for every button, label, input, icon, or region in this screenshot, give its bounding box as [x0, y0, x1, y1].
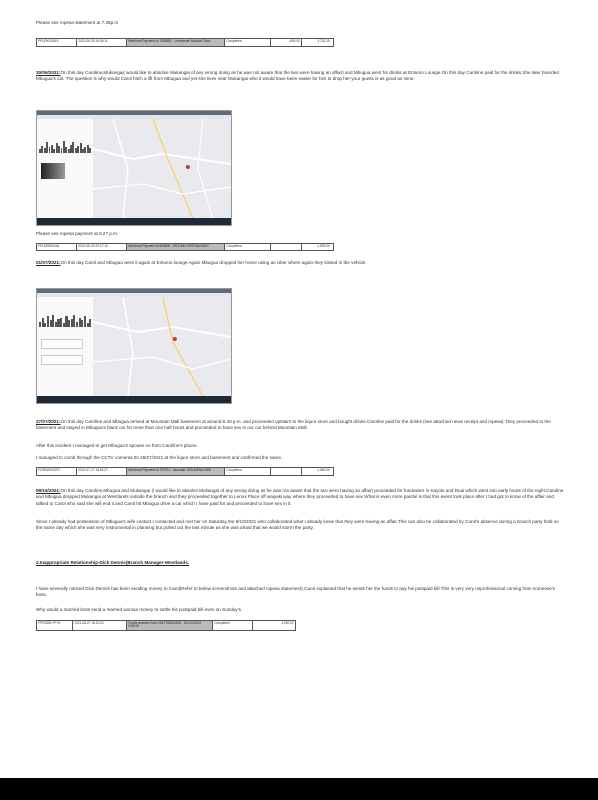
activity-bar-chart [39, 315, 91, 327]
activity-bar-chart [39, 141, 91, 153]
paragraph-text: On this day Caroline and Mbugua arrived at Mountain Mall basement at around 6.40 p.m. and proceeded upstairs to the liquor store and bought drinks.Caroline paid for the drinks (see attached news receipt and mpesa).They proceeded to the basement and stayed in Mbugua's black car for more than one half hours and proceeded to have sex in our car behind Mountain Mall. [36, 419, 551, 431]
table-cell-description: Merchant Payment to 707071 - mountain WOLWENA MINI [127, 468, 225, 475]
paragraph-text: On this day Carol and Mbugua were it again at Entumo lounge Again Mbugua dropped her home using an Uber where again they kissed in the vehicle. [60, 260, 367, 265]
mpesa-table-2 [36, 243, 334, 251]
paragraph-27-07-2021 [36, 419, 564, 432]
table-cell-status: Completed [225, 468, 271, 475]
table-cell-amount [271, 468, 302, 475]
table-cell-ref: PFU0RR6XAB [37, 244, 77, 250]
paragraph-01-07-2021 [36, 260, 560, 266]
table-cell-status: Completed [225, 244, 271, 250]
map-roads [93, 297, 231, 396]
map-roads [93, 119, 231, 218]
table-cell-balance: -1,800.00 [316, 244, 330, 248]
table-cell-ref: PFU0XOX6LE [37, 39, 77, 46]
map-view [93, 297, 231, 396]
paragraph-09-16-2021 [36, 488, 564, 507]
table-cell-description: Merchant Payment to 7063651 - Ummanuel Medical Clinic [127, 39, 225, 46]
table-cell-ref: PFR0Z81YPYS [37, 621, 73, 630]
table-cell-description: Funds received from 2547700000000 - DXXXXXXX KJOHU [127, 621, 213, 630]
table-cell-amount [271, 244, 302, 250]
place-card [41, 339, 83, 349]
table-cell-amount: -600.00 [271, 39, 302, 46]
table-cell-status: Completed [213, 621, 253, 630]
table-cell-description: Merchant Payment to 909606 - ENTUMO RESTAURANT [127, 244, 225, 250]
table-cell-ref: PGR0WXG0ST [37, 468, 77, 475]
table-cell-date: 2021-06-30 19:36:11 [77, 39, 127, 46]
paragraph-text: On this day Caroline,Mbugua and Mukangai (I would like to absolve Mukangai of any wrong doing as he was not aware that the two were having an affair) proceeded for fundraiser in Kayole and Ruai which went into early hours of the night.Caroline and Mbugua dropped Mukangai at Westlands outside the branch and they proceeded together to Lenox Place off waiyaki way where they proceeded to have sex.What is even more painful is that this event took place after I had got to know of the affair and talked to Carol who said she will end it and Carol hit Mbugua drive a car which I have paid for and proceeded to have sex in it. [36, 488, 564, 506]
maps-screenshot-1 [36, 110, 232, 226]
activity-bar [89, 148, 91, 153]
timeline-side-panel [37, 119, 94, 218]
table-cell-date: 2021-06-30 20:27:16 [77, 244, 127, 250]
table-cell-status: Completed [225, 39, 271, 46]
activity-bar [89, 319, 91, 327]
date-heading: 30/06/2021: [36, 70, 61, 75]
paragraph-dick-dennis: I have severally noticed Dick Dennis has been sending money to Carol(Refer to below screenshots and attached mpesa statement).Carol explained that he sends her the funds to pay his postpaid bill.This is very very unprofessional coming from someone's boss. [36, 586, 555, 598]
place-card [41, 355, 83, 365]
table-cell-date: 2021-06-27 16:20:22 [73, 621, 127, 630]
paragraph-30-06-2021 [36, 70, 560, 83]
payment-note: Please see mpesa payment at 8.27 p.m. [36, 231, 119, 236]
windows-taskbar [37, 218, 231, 225]
statement-note-1: Please see mpesa statement at 7.36p.m [36, 20, 119, 25]
paragraph-cctv: I managed to comb through the CCTV cameras 0n 28/07/2021 at the liquor store and basement and confirmed the same. [36, 455, 283, 460]
paragraph-wife-contact: Since I already had possession of Mbugua's wife contact I contacted and met her on Saturday the 9/10/2021 who collaborated what I already knew that they were having an affair.This can also be collaborated by Carol's absence during a branch party held on the same day which she was very instrumental in planning but pulled out the last minute as she was afraid that we would storm the party. [36, 519, 559, 531]
table-cell-balance: -1,860.00 [316, 468, 330, 472]
map-view [93, 119, 231, 218]
mpesa-table-4 [36, 620, 296, 631]
table-cell-date: 2021-07-27 18:54:27 [77, 468, 127, 475]
date-heading: 01/07/2021: [36, 260, 61, 265]
paragraph-text: On this day Caroline,Mukangai( would like to absolve Mukangai of any wrong doing as he was not aware that the two were having an affair) and Mbugua went for drinks at Entumo Lounge.On this day Caroline paid for the drinks.She later boarded Mbugua's car. The question is why would Carol hitch a lift from Mbugua and yet she lives near Mukangai who it would have been easier for him to drop her-your guess is as good as mine. [36, 70, 559, 82]
table-cell-balance: 3,702.15 [317, 39, 330, 43]
section-heading-2: 2.Inappropriate Relationship-Dick Dennis(Branch Manager-Westlands. [36, 560, 190, 565]
maps-screenshot-2 [36, 288, 232, 404]
mpesa-table-3 [36, 467, 334, 476]
date-heading: 09/16/2021: [36, 488, 61, 493]
place-photo-thumbnail [41, 163, 65, 179]
table-cell-balance: 1,500.00 [281, 621, 294, 625]
windows-taskbar [37, 396, 231, 403]
paragraph-married-boss: Why would a married boss send a married woman money to settle his postpaid bill even on Sunday's. [36, 607, 243, 612]
timeline-side-panel [37, 297, 94, 396]
mpesa-table-1 [36, 38, 334, 47]
paragraph-spouse-number: After this incident I managed to get Mbugua's spouse no from Caroline's phone. [36, 443, 198, 448]
date-heading: 27/07/2021: [36, 419, 61, 424]
